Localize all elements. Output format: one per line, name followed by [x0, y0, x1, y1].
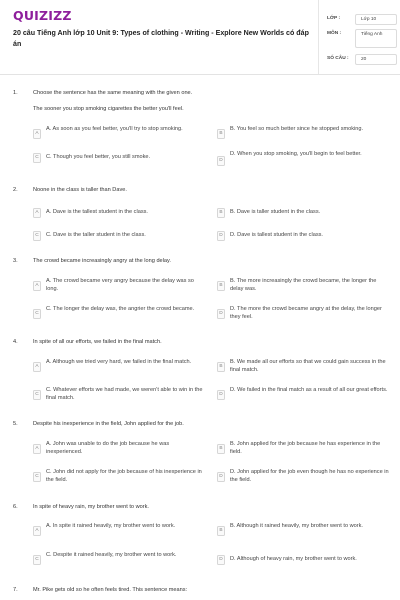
option-text: B. We made all our efforts so that we could gain success in the final match. — [230, 359, 386, 373]
question-text: In spite of all our efforts, we failed in the final match. — [33, 339, 162, 345]
option-text: D. The more the crowd became angry at the delay, the longer they feel. — [230, 306, 382, 320]
option-letter: D — [219, 311, 223, 316]
option-letter: D — [219, 233, 223, 238]
option-letter: C — [35, 155, 39, 160]
question-text: In spite of heavy rain, my brother went to work. — [33, 504, 149, 510]
option-letter: B — [219, 210, 223, 215]
option-letter: D — [219, 392, 223, 397]
option-text: C. Despite it rained heavily, my brother went to work. — [46, 552, 177, 558]
count-value: 20 — [361, 57, 367, 62]
question-text: The crowd became increasingly angry at the long delay. — [33, 258, 171, 264]
option-text: A. Dave is the tallest student in the class. — [46, 209, 148, 215]
option-letter: B — [219, 131, 223, 136]
option-letter: B — [219, 528, 223, 533]
subject-value: Tiếng Anh — [361, 32, 383, 37]
option-letter: A — [35, 283, 39, 288]
header-divider — [0, 74, 400, 75]
option-letter: B — [219, 364, 223, 369]
option-letter: D — [219, 158, 223, 163]
option-text: D. Although of heavy rain, my brother went to work. — [230, 556, 357, 562]
option-letter: C — [35, 392, 39, 397]
count-label: SỐ CÂU : — [327, 56, 349, 61]
question-number: 3. — [13, 258, 18, 264]
question-number: 4. — [13, 339, 18, 345]
class-label: LỚP : — [327, 16, 341, 21]
option-text: C. Though you feel better, you still smoke. — [46, 154, 151, 160]
question-number: 1. — [13, 90, 18, 96]
worksheet-header — [0, 0, 400, 74]
option-letter: C — [35, 474, 39, 479]
option-text: C. The longer the delay was, the angrier the crowd became. — [46, 306, 195, 312]
option-text: B. Although it rained heavily, my brother went to work. — [230, 523, 363, 529]
option-letter: A — [35, 131, 39, 136]
option-letter: A — [35, 364, 39, 369]
option-text: A. The crowd became very angry because the delay was so long. — [46, 278, 194, 292]
meta-panel — [318, 0, 400, 74]
question-number: 7. — [13, 587, 18, 593]
option-text: C. Dave is the taller student in the class. — [46, 232, 146, 238]
option-letter: D — [219, 474, 223, 479]
question-prompt: The sooner you stop smoking cigarettes the better you'll feel. — [33, 106, 184, 112]
option-text: A. As soon as you feel better, you'll try to stop smoking. — [46, 126, 183, 132]
option-text: C. Whatever efforts we had made, we weren't able to win in the final match. — [46, 387, 203, 401]
option-letter: C — [35, 233, 39, 238]
quizizz-logo[interactable]: QUIZIZZ — [13, 8, 72, 23]
worksheet-title: 20 câu Tiếng Anh lớp 10 Unit 9: Types of clothing - Writing - Explore New Worlds có đáp án — [13, 29, 309, 48]
question-list — [0, 76, 400, 600]
option-text: B. Dave is taller student in the class. — [230, 209, 321, 215]
class-value: Lớp 10 — [361, 17, 377, 22]
option-text: A. In spite it rained heavily, my brother went to work. — [46, 523, 176, 529]
option-letter: A — [35, 210, 39, 215]
question-text: Choose the sentence has the same meaning with the given one. — [33, 90, 193, 96]
question-number: 5. — [13, 421, 18, 427]
option-text: D. Dave is tallest student in the class. — [230, 232, 323, 238]
option-text: D. John applied for the job even though he has no experience in the field. — [230, 469, 389, 483]
option-letter: C — [35, 557, 39, 562]
option-letter: A — [35, 446, 39, 451]
question-text: Noone in the class is taller than Dave. — [33, 187, 127, 193]
option-text: B. You feel so much better since he stopped smoking. — [230, 126, 364, 132]
option-letter: C — [35, 311, 39, 316]
question-text: Mr. Pike gets old so he often feels tired. This sentence means: — [33, 587, 188, 593]
option-letter: D — [219, 557, 223, 562]
option-text: B. John applied for the job because he has experience in the field. — [230, 441, 381, 455]
option-letter: B — [219, 446, 223, 451]
option-text: D. We failed in the final match as a result of all our great efforts. — [230, 387, 388, 393]
question-text: Despite his inexperience in the field, John applied for the job. — [33, 421, 184, 427]
option-text: A. John was unable to do the job because he was inexperienced. — [46, 441, 170, 455]
question-number: 2. — [13, 187, 18, 193]
option-letter: B — [219, 283, 223, 288]
option-text: B. The more increasingly the crowd became, the longer the delay was. — [230, 278, 377, 292]
option-text: C. John did not apply for the job because of his inexperience in the field. — [46, 469, 202, 483]
question-number: 6. — [13, 504, 18, 510]
option-text: A. Although we tried very hard, we failed in the final match. — [46, 359, 192, 365]
option-text: D. When you stop smoking, you'll begin to feel better. — [230, 151, 362, 157]
subject-label: MÔN : — [327, 31, 342, 36]
option-letter: A — [35, 528, 39, 533]
